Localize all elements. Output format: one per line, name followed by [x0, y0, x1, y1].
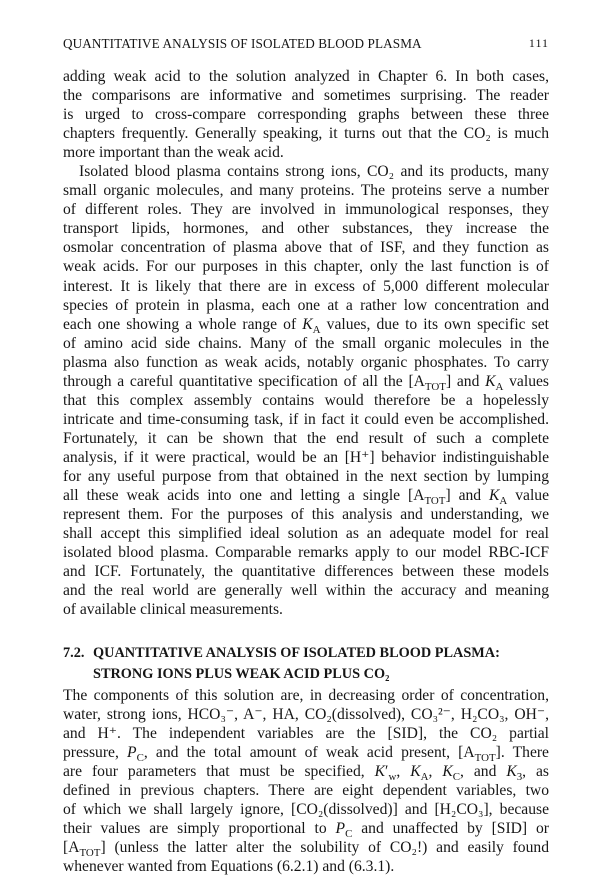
text-line: whenever wanted from Equations (6.2.1) and (6.3.1).: [63, 858, 395, 876]
text-line: adding weak acid to the solution analyzed in Chapter 6. In both cases,: [63, 68, 549, 85]
paragraph-components: [63, 686, 549, 876]
text-line: $[A_{TOT}]$ (unless the latter alter the solubility of CO₂!) and easily found: [63, 839, 549, 860]
text-line: more important than the weak acid.: [63, 144, 284, 162]
text-line: all these weak acids into one and letting a single $[A_{TOT}]$ and $K_A$ value: [63, 487, 549, 508]
text-line: their values are simply proportional to $P_C$ and unaffected by [SID] or: [63, 820, 549, 841]
running-head: [63, 36, 549, 56]
text-line: pressure, $P_C$, and the total amount of weak acid present, $[A_{TOT}]$. There: [63, 744, 549, 765]
section-title-line-1: QUANTITATIVE ANALYSIS OF ISOLATED BLOOD PLASMA:: [93, 645, 500, 661]
text-line: the comparisons are informative and sometimes surprising. The reader: [63, 87, 549, 105]
text-line: species of protein in plasma, each one at a rather low concentration and: [63, 296, 549, 314]
running-head-title: QUANTITATIVE ANALYSIS OF ISOLATED BLOOD PLASMA: [63, 36, 422, 51]
text-line: weak acids. For our purposes in this chapter, only the last function is of: [63, 258, 549, 276]
text-line: The components of this solution are, in decreasing order of concentration,: [63, 687, 549, 704]
text-line: are four parameters that must be specified, $K'_w$, $K_A$, $K_C$, and $K_3$, as: [63, 763, 550, 784]
text-line: Isolated blood plasma contains strong ions, CO₂ and its products, many: [79, 163, 549, 181]
text-line: and ICF. Fortunately, the quantitative differences between these models: [63, 563, 549, 581]
text-line: plasma also function as weak acids, notably organic phosphates. To carry: [63, 353, 549, 371]
section-title-line-2: STRONG IONS PLUS WEAK ACID PLUS CO₂: [93, 666, 390, 682]
page-number: 111: [528, 36, 549, 50]
body-text-top: [63, 67, 549, 619]
text-line: of amino acid side chains. Many of the small organic molecules in the: [63, 334, 549, 352]
text-line: for any useful purpose from that obtained in the next section by lumping: [63, 467, 549, 485]
text-line: water, strong ions, HCO₃⁻, A⁻, HA, CO₂(dissolved), CO₃²⁻, H₂CO₃, OH⁻,: [63, 706, 549, 724]
text-line: and the real world are generally well within the accuracy and meaning: [63, 582, 549, 600]
text-line: of which we shall largely ignore, [CO₂(dissolved)] and [H₂CO₃], because: [63, 801, 549, 819]
text-line: isolated blood plasma. Comparable remarks apply to our model RBC-ICF: [63, 544, 549, 562]
paragraph-continuation: [63, 67, 549, 162]
section-title: [93, 643, 500, 685]
paragraph-isolated-plasma: [63, 162, 549, 619]
text-line: represent them. For the purposes of this analysis and understanding, we: [63, 506, 549, 524]
text-line: shall accept this simplified ideal solution as an adequate model for real: [63, 525, 549, 543]
section-number: 7.2.: [63, 645, 85, 661]
text-line: chapters frequently. Generally speaking, it turns out that the CO₂ is much: [63, 125, 549, 143]
text-line: Fortunately, it can be shown that the end result of such a complete: [63, 429, 549, 447]
text-line: intricate and time-consuming task, if in fact it could even be accomplished.: [63, 410, 549, 428]
text-line: analysis, if it were practical, would be an [H⁺] behavior indistinguishable: [63, 448, 549, 466]
text-line: through a careful quantitative specification of all the $[A_{TOT}]$ and $K_A$ values: [63, 372, 549, 393]
text-line: defined in previous chapters. There are eight dependent variables, two: [63, 782, 549, 800]
text-line: transport lipids, hormones, and other substances, they increase the: [63, 220, 549, 238]
text-line: small organic molecules, and many proteins. The proteins serve a number: [63, 182, 549, 200]
text-line: of available clinical measurements.: [63, 601, 283, 619]
text-line: of different roles. They are involved in immunological responses, they: [63, 201, 549, 219]
text-line: each one showing a whole range of $K_A$ values, due to its own specific set: [63, 315, 549, 336]
text-line: interest. It is likely that there are in excess of 5,000 different molecular: [63, 277, 549, 295]
text-line: that this complex assembly contains would therefore be a hopelessly: [63, 391, 549, 409]
body-text-section: [63, 686, 549, 876]
text-line: is urged to cross-compare corresponding graphs between these three: [63, 106, 549, 124]
text-line: osmolar concentration of plasma above that of ISF, and they function as: [63, 239, 549, 257]
text-line: and H⁺. The independent variables are the [SID], the CO₂ partial: [63, 725, 549, 743]
